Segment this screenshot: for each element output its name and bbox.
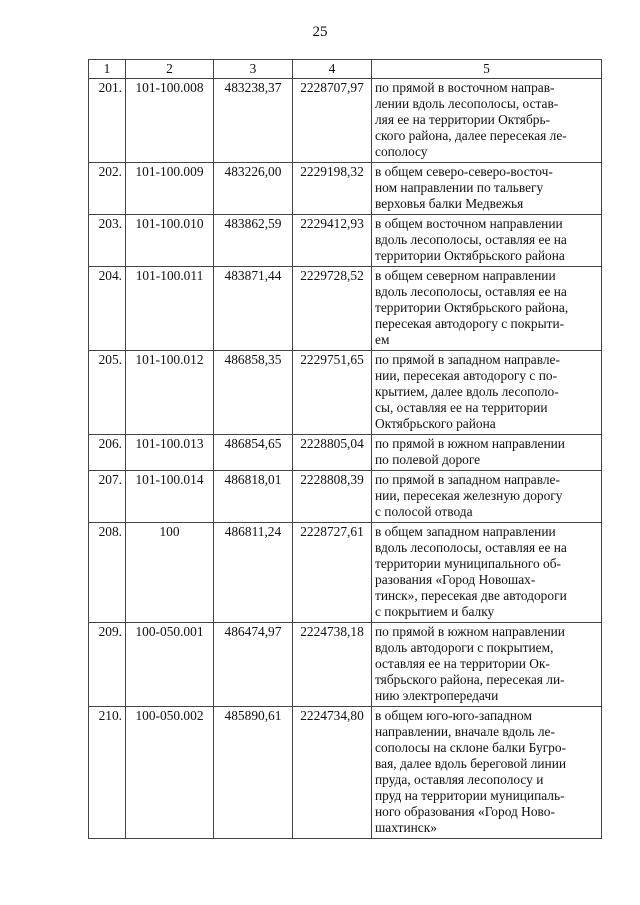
table-row — [89, 707, 602, 839]
description-line: верховья балки Медвежья — [375, 196, 524, 211]
column-header-2: 2 — [126, 60, 214, 79]
boundary-description — [372, 435, 602, 471]
description-line: с покрытием и балку — [375, 604, 495, 619]
point-id: 101-100.012 — [126, 351, 214, 435]
description-line: по прямой в восточном направ- — [375, 80, 555, 95]
table-row — [89, 163, 602, 215]
coordinate-y: 2228727,61 — [293, 523, 372, 623]
description-line: вая, далее вдоль береговой линии — [375, 756, 567, 771]
table-row — [89, 435, 602, 471]
description-line: территории Октябрьского района, — [375, 300, 569, 315]
table-header-row — [89, 60, 602, 79]
table-row — [89, 351, 602, 435]
description-line: пруд на территории муниципаль- — [375, 788, 565, 803]
boundary-description — [372, 163, 602, 215]
description-line: нии, пересекая железную дорогу — [375, 488, 563, 503]
point-id: 101-100.010 — [126, 215, 214, 267]
coordinate-x: 486854,65 — [214, 435, 293, 471]
column-header-5: 5 — [372, 60, 602, 79]
boundary-description — [372, 623, 602, 707]
coordinate-y: 2224734,80 — [293, 707, 372, 839]
description-line: вдоль лесополосы, оставляя ее на — [375, 284, 567, 299]
description-line: территории Октябрьского района — [375, 248, 565, 263]
description-line: в общем северном направлении — [375, 268, 556, 283]
table-row — [89, 623, 602, 707]
point-id: 100 — [126, 523, 214, 623]
description-line: тябрьского района, пересекая ли- — [375, 672, 565, 687]
coordinate-x: 483238,37 — [214, 79, 293, 163]
row-number: 206. — [89, 435, 126, 471]
boundary-points-table — [88, 59, 602, 839]
table-row — [89, 79, 602, 163]
description-line: сополосы на склоне балки Бугро- — [375, 740, 567, 755]
column-header-1: 1 — [89, 60, 126, 79]
coordinate-y: 2229728,52 — [293, 267, 372, 351]
point-id: 101-100.009 — [126, 163, 214, 215]
row-number: 207. — [89, 471, 126, 523]
description-line: в общем восточном направлении — [375, 216, 563, 231]
coordinate-x: 486811,24 — [214, 523, 293, 623]
row-number: 210. — [89, 707, 126, 839]
description-line: ного образования «Город Ново- — [375, 804, 555, 819]
description-line: нию электропередачи — [375, 688, 499, 703]
point-id: 101-100.008 — [126, 79, 214, 163]
description-line: ем — [375, 332, 390, 347]
description-line: по прямой в южном направлении — [375, 624, 565, 639]
coordinate-x: 485890,61 — [214, 707, 293, 839]
coordinate-y: 2224738,18 — [293, 623, 372, 707]
row-number: 202. — [89, 163, 126, 215]
description-line: сы, оставляя ее на территории — [375, 400, 548, 415]
point-id: 101-100.013 — [126, 435, 214, 471]
coordinate-x: 486858,35 — [214, 351, 293, 435]
boundary-description — [372, 707, 602, 839]
column-header-4: 4 — [293, 60, 372, 79]
boundary-description — [372, 215, 602, 267]
description-line: крытием, далее вдоль лесополо- — [375, 384, 559, 399]
boundary-description — [372, 79, 602, 163]
description-line: по прямой в западном направле- — [375, 472, 560, 487]
description-line: шахтинск» — [375, 820, 437, 835]
description-line: Октябрьского района — [375, 416, 496, 431]
table-row — [89, 471, 602, 523]
boundary-description — [372, 471, 602, 523]
coordinate-x: 486474,97 — [214, 623, 293, 707]
row-number: 203. — [89, 215, 126, 267]
description-line: вдоль лесополосы, оставляя ее на — [375, 232, 567, 247]
coordinate-x: 483226,00 — [214, 163, 293, 215]
boundary-description — [372, 267, 602, 351]
description-line: направлении, вначале вдоль ле- — [375, 724, 555, 739]
description-line: сополосу — [375, 144, 428, 159]
description-line: с полосой отвода — [375, 504, 473, 519]
coordinate-x: 486818,01 — [214, 471, 293, 523]
description-line: ского района, далее пересекая ле- — [375, 128, 567, 143]
description-line: ляя ее на территории Октябрь- — [375, 112, 551, 127]
point-id: 100-050.002 — [126, 707, 214, 839]
row-number: 204. — [89, 267, 126, 351]
description-line: по полевой дороге — [375, 452, 481, 467]
point-id: 101-100.011 — [126, 267, 214, 351]
row-number: 208. — [89, 523, 126, 623]
coordinate-x: 483862,59 — [214, 215, 293, 267]
row-number: 205. — [89, 351, 126, 435]
description-line: оставляя ее на территории Ок- — [375, 656, 550, 671]
description-line: в общем западном направлении — [375, 524, 556, 539]
description-line: по прямой в западном направле- — [375, 352, 560, 367]
point-id: 101-100.014 — [126, 471, 214, 523]
coordinate-y: 2228805,04 — [293, 435, 372, 471]
table-row — [89, 523, 602, 623]
table-row — [89, 215, 602, 267]
description-line: в общем северо-северо-восточ- — [375, 164, 553, 179]
row-number: 201. — [89, 79, 126, 163]
coordinate-y: 2228707,97 — [293, 79, 372, 163]
description-line: тинск», пересекая две автодороги — [375, 588, 567, 603]
row-number: 209. — [89, 623, 126, 707]
description-line: пруда, оставляя лесополосу и — [375, 772, 544, 787]
coordinate-y: 2229751,65 — [293, 351, 372, 435]
table-row — [89, 267, 602, 351]
coordinate-x: 483871,44 — [214, 267, 293, 351]
description-line: вдоль лесополосы, оставляя ее на — [375, 540, 567, 555]
description-line: разования «Город Новошах- — [375, 572, 536, 587]
page-number: 25 — [312, 24, 328, 40]
table-body — [89, 79, 602, 839]
boundary-description — [372, 351, 602, 435]
coordinate-y: 2228808,39 — [293, 471, 372, 523]
boundary-description — [372, 523, 602, 623]
coordinate-y: 2229412,93 — [293, 215, 372, 267]
coordinate-y: 2229198,32 — [293, 163, 372, 215]
description-line: лении вдоль лесополосы, остав- — [375, 96, 559, 111]
description-line: территории муниципального об- — [375, 556, 561, 571]
description-line: вдоль автодороги с покрытием, — [375, 640, 554, 655]
description-line: в общем юго-юго-западном — [375, 708, 532, 723]
description-line: пересекая автодорогу с покрыти- — [375, 316, 565, 331]
point-id: 100-050.001 — [126, 623, 214, 707]
description-line: по прямой в южном направлении — [375, 436, 565, 451]
description-line: нии, пересекая автодорогу с по- — [375, 368, 558, 383]
description-line: ном направлении по тальвегу — [375, 180, 544, 195]
column-header-3: 3 — [214, 60, 293, 79]
